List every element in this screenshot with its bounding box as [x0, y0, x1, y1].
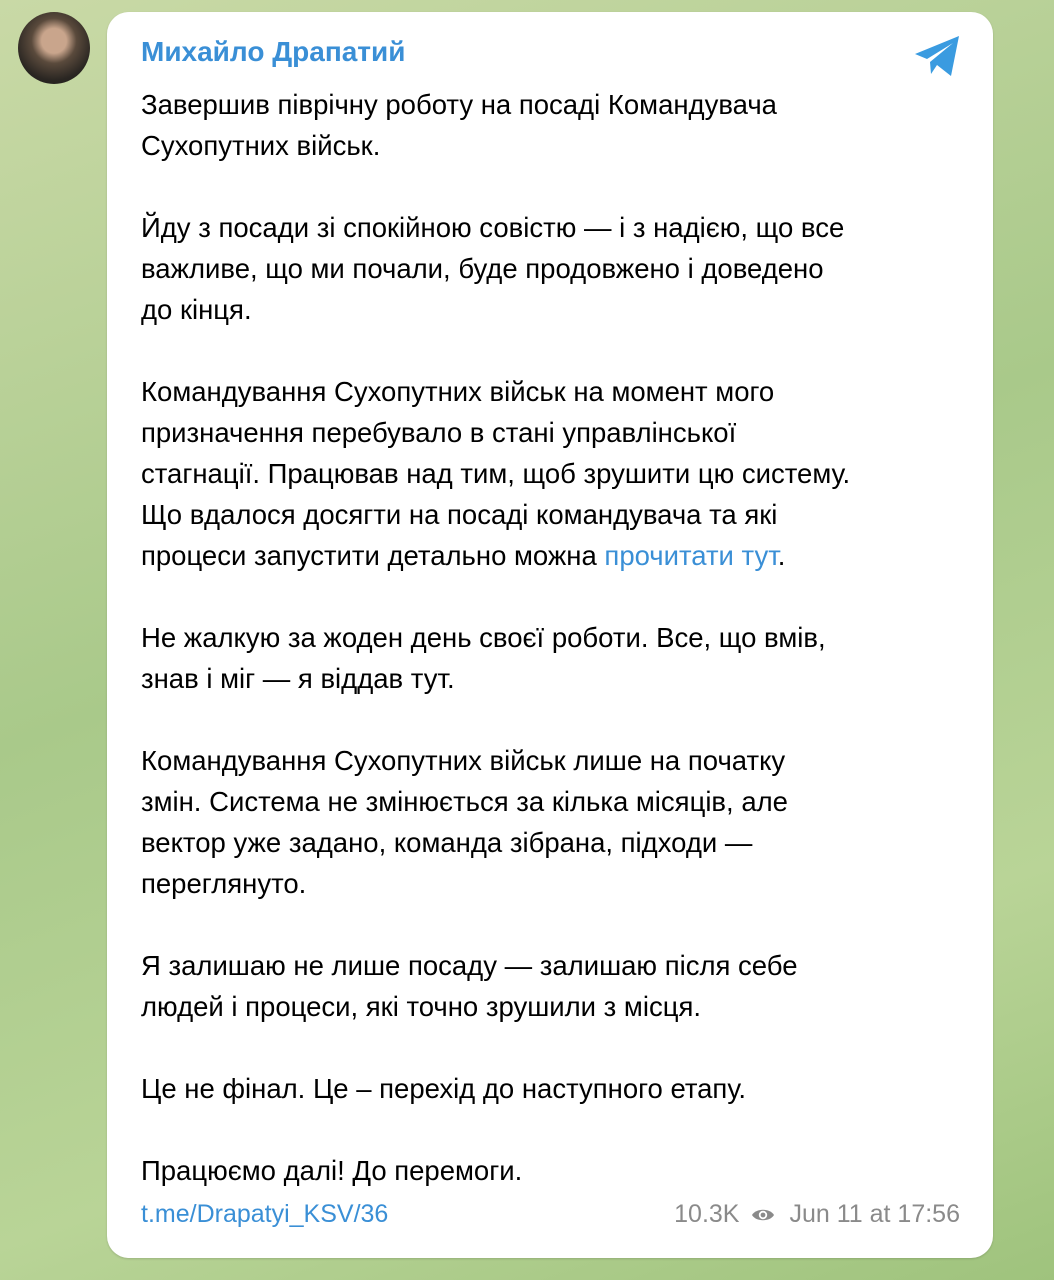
- message-footer: [141, 1200, 960, 1229]
- text-line: до кінця.: [141, 294, 252, 325]
- text-line: вектор уже задано, команда зібрана, підходи —: [141, 827, 753, 858]
- paragraph: [141, 945, 850, 1027]
- text-line: стагнації. Працював над тим, щоб зрушити цю систему.: [141, 458, 851, 489]
- message-bubble: [107, 12, 993, 1258]
- post-date: Jun 11 at 17:56: [789, 1200, 960, 1228]
- text-segment: .: [777, 540, 786, 571]
- message-text: [141, 84, 850, 1232]
- text-line: Командування Сухопутних військ на момент мого: [141, 376, 775, 407]
- text-line: Працюємо далі! До перемоги.: [141, 1155, 523, 1186]
- text-line: знав і міг — я віддав тут.: [141, 663, 455, 694]
- channel-name[interactable]: Михайло Драпатий: [141, 36, 406, 67]
- paragraph: [141, 740, 850, 904]
- text-line: Командування Сухопутних військ лише на початку: [141, 745, 786, 776]
- text-line: [141, 535, 850, 576]
- paragraph: [141, 617, 850, 699]
- view-count: 10.3K: [674, 1200, 740, 1228]
- avatar[interactable]: [18, 12, 90, 84]
- paragraph: [141, 84, 850, 166]
- text-line: людей і процеси, які точно зрушили з місця.: [141, 991, 701, 1022]
- text-line: Завершив піврічну роботу на посаді Командувача: [141, 89, 777, 120]
- text-line: Це не фінал. Це – перехід до наступного етапу.: [141, 1073, 746, 1104]
- text-line: Сухопутних військ.: [141, 130, 381, 161]
- read-here-link[interactable]: прочитати тут: [604, 540, 778, 571]
- text-line: Йду з посади зі спокійною совістю — і з надією, що все: [141, 212, 845, 243]
- text-line: Не жалкую за жоден день своєї роботи. Все, що вмів,: [141, 622, 826, 653]
- message-meta: [674, 1200, 960, 1229]
- eye-icon: [751, 1207, 775, 1223]
- text-line: змін. Система не змінюється за кілька місяців, але: [141, 786, 788, 817]
- telegram-icon[interactable]: [913, 34, 963, 78]
- text-line: Що вдалося досягти на посаді командувача та які: [141, 499, 778, 530]
- paragraph: [141, 207, 850, 330]
- text-line: важливе, що ми почали, буде продовжено і доведено: [141, 253, 824, 284]
- paragraph: [141, 1150, 850, 1191]
- text-line: переглянуто.: [141, 868, 307, 899]
- paragraph: [141, 371, 850, 576]
- text-segment: процеси запустити детально можна: [141, 540, 605, 571]
- paragraph: [141, 1068, 850, 1109]
- text-line: призначення перебувало в стані управлінської: [141, 417, 737, 448]
- text-line: Я залишаю не лише посаду — залишаю після себе: [141, 950, 798, 981]
- post-link[interactable]: t.me/Drapatyi_KSV/36: [141, 1200, 389, 1228]
